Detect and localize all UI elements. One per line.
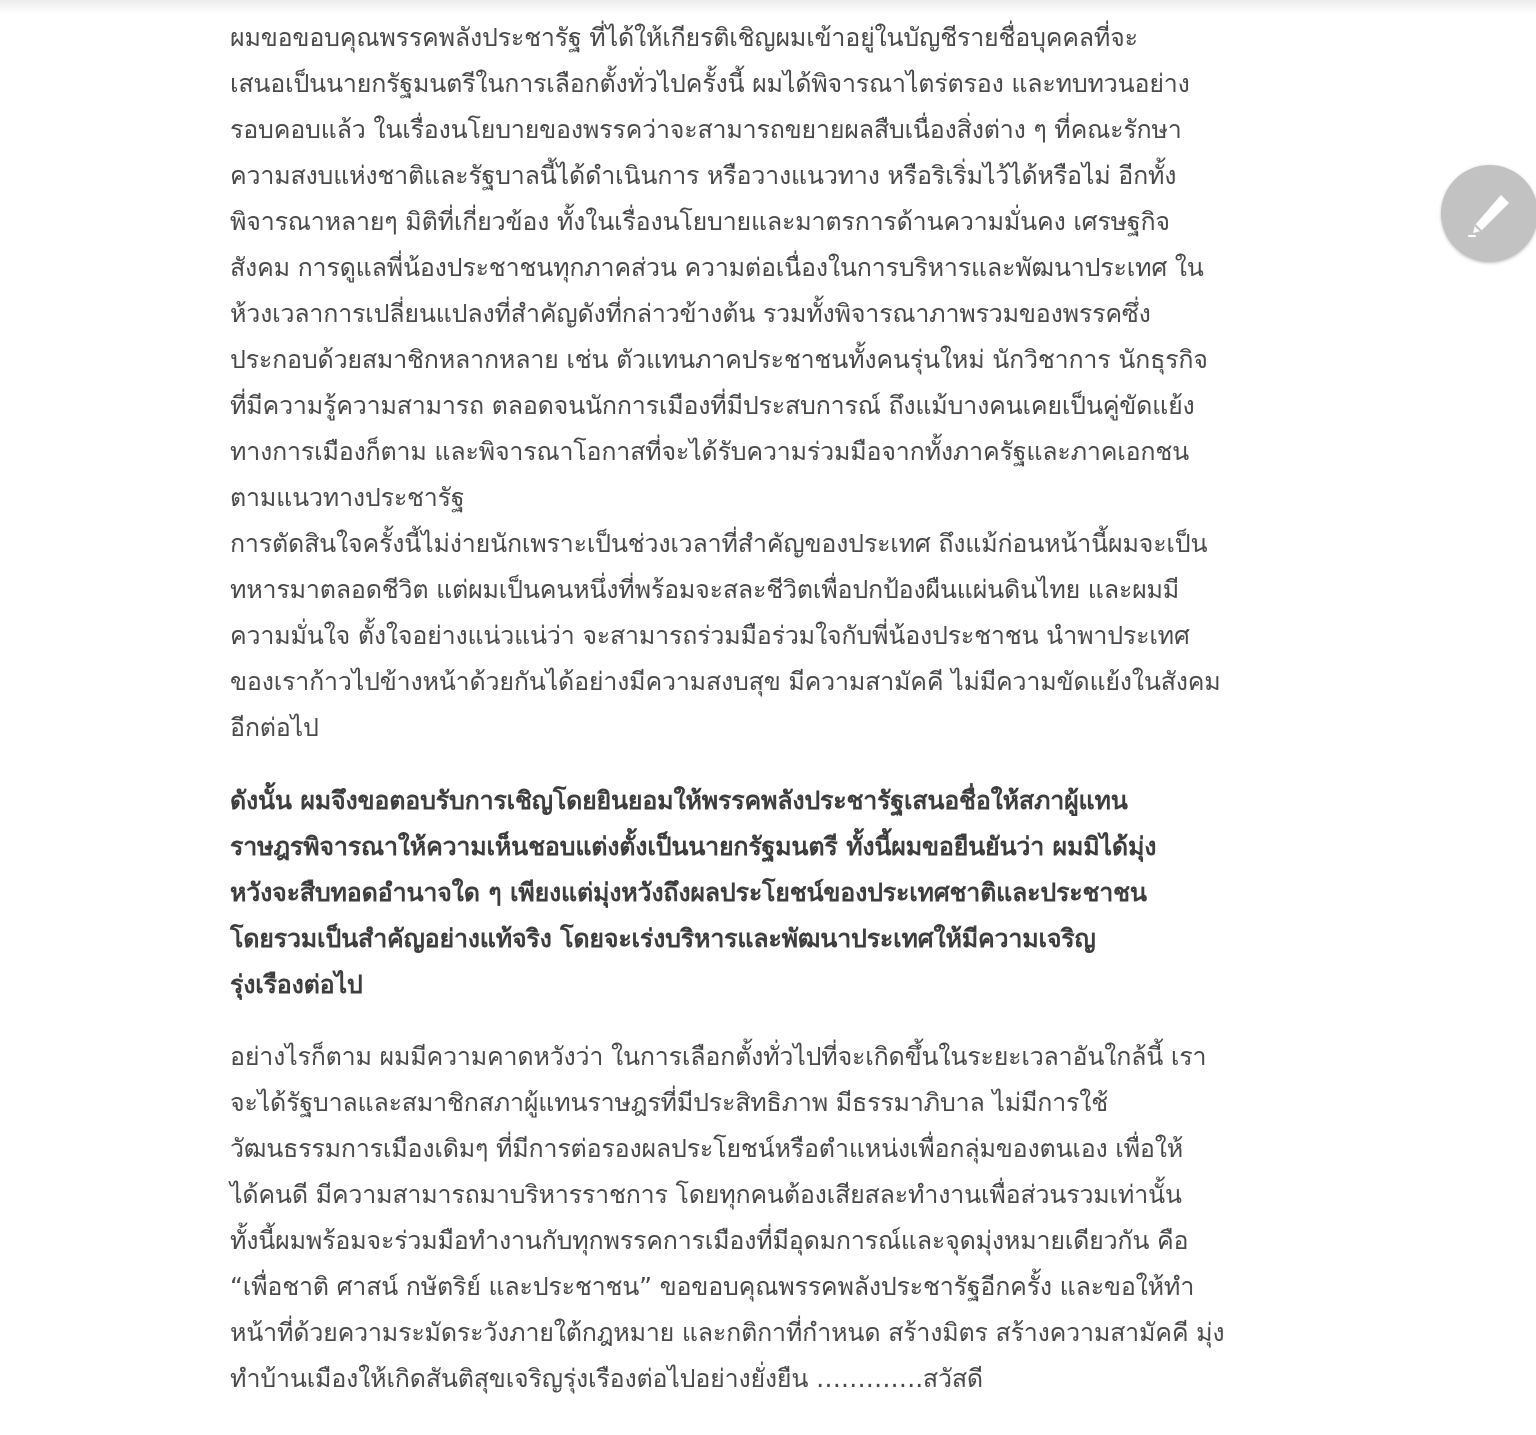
text-line: อย่างไรก็ตาม ผมมีความคาดหวังว่า ในการเลือกตั้งทั่วไปที่จะเกิดขึ้นในระยะเวลาอันใกล้นี้ เรา	[230, 1042, 1207, 1071]
text-line: อีกต่อไป	[230, 713, 319, 742]
text-line: “เพื่อชาติ ศาสน์ กษัตริย์ และประชาชน” ขอขอบคุณพรรคพลังประชารัฐอีกครั้ง และขอให้ทำ	[230, 1272, 1195, 1301]
paragraph-1	[230, 15, 1310, 521]
text-line: ดังนั้น ผมจึงขอตอบรับการเชิญโดยยินยอมให้พรรคพลังประชารัฐเสนอชื่อให้สภาผู้แทน	[230, 786, 1128, 815]
paragraph-spacer	[230, 751, 1310, 778]
text-line: ที่มีความรู้ความสามารถ ตลอดจนนักการเมืองที่มีประสบการณ์ ถึงแม้บางคนเคยเป็นคู่ขัดแย้ง	[230, 391, 1195, 420]
text-line: ห้วงเวลาการเปลี่ยนแปลงที่สำคัญดังที่กล่าวข้างต้น รวมทั้งพิจารณาภาพรวมของพรรคซึ่ง	[230, 299, 1151, 328]
text-line: ความมั่นใจ ตั้งใจอย่างแน่วแน่ว่า จะสามารถร่วมมือร่วมใจกับพี่น้องประชาชน นำพาประเทศ	[230, 621, 1190, 650]
text-line: หวังจะสืบทอดอำนาจใด ๆ เพียงแต่มุ่งหวังถึงผลประโยชน์ของประเทศชาติและประชาชน	[230, 878, 1147, 907]
text-line: หน้าที่ด้วยความระมัดระวังภายใต้กฎหมาย และกติกาที่กำหนด สร้างมิตร สร้างความสามัคคี มุ่ง	[230, 1318, 1225, 1347]
text-line: เสนอเป็นนายกรัฐมนตรีในการเลือกตั้งทั่วไปครั้งนี้ ผมได้พิจารณาไตร่ตรอง และทบทวนอย่าง	[230, 69, 1190, 98]
text-line: พิจารณาหลายๆ มิติที่เกี่ยวข้อง ทั้งในเรื่องนโยบายและมาตรการด้านความมั่นคง เศรษฐกิจ	[230, 207, 1170, 236]
text-line: ประกอบด้วยสมาชิกหลากหลาย เช่น ตัวแทนภาคประชาชนทั้งคนรุ่นใหม่ นักวิชาการ นักธุรกิจ	[230, 345, 1208, 374]
text-line: การตัดสินใจครั้งนี้ไม่ง่ายนักเพราะเป็นช่วงเวลาที่สำคัญของประเทศ ถึงแม้ก่อนหน้านี้ผมจะเป็น	[230, 529, 1208, 558]
text-line: ราษฎรพิจารณาให้ความเห็นชอบแต่งตั้งเป็นนายกรัฐมนตรี ทั้งนี้ผมขอยืนยันว่า ผมมิได้มุ่ง	[230, 832, 1157, 861]
top-shadow	[0, 0, 1536, 14]
text-line: ทหารมาตลอดชีวิต แต่ผมเป็นคนหนึ่งที่พร้อมจะสละชีวิตเพื่อปกป้องผืนแผ่นดินไทย และผมมี	[230, 575, 1180, 604]
text-line: ทางการเมืองก็ตาม และพิจารณาโอกาสที่จะได้รับความร่วมมือจากทั้งภาครัฐและภาคเอกชน	[230, 437, 1189, 466]
text-line: โดยรวมเป็นสำคัญอย่างแท้จริง โดยจะเร่งบริหารและพัฒนาประเทศให้มีความเจริญ	[230, 924, 1096, 953]
text-line: ผมขอขอบคุณพรรคพลังประชารัฐ ที่ได้ให้เกียรติเชิญผมเข้าอยู่ในบัญชีรายชื่อบุคคลที่จะ	[230, 23, 1138, 52]
text-line: รอบคอบแล้ว ในเรื่องนโยบายของพรรคว่าจะสามารถขยายผลสืบเนื่องสิ่งต่าง ๆ ที่คณะรักษา	[230, 115, 1182, 144]
text-line: วัฒนธรรมการเมืองเดิมๆ ที่มีการต่อรองผลประโยชน์หรือตำแหน่งเพื่อกลุ่มของตนเอง เพื่อให้	[230, 1134, 1184, 1163]
text-line: สังคม การดูแลพี่น้องประชาชนทุกภาคส่วน ความต่อเนื่องในการบริหารและพัฒนาประเทศ ใน	[230, 253, 1204, 282]
text-line: ทำบ้านเมืองให้เกิดสันติสุขเจริญรุ่งเรืองต่อไปอย่างยั่งยืน ………….สวัสดี	[230, 1364, 983, 1393]
text-line: จะได้รัฐบาลและสมาชิกสภาผู้แทนราษฎรที่มีประสิทธิภาพ มีธรรมาภิบาล ไม่มีการใช้	[230, 1088, 1109, 1117]
text-line: ได้คนดี มีความสามารถมาบริหารราชการ โดยทุกคนต้องเสียสละทำงานเพื่อส่วนรวมเท่านั้น	[230, 1180, 1182, 1209]
pencil-icon	[1465, 189, 1515, 239]
text-line: ของเราก้าวไปข้างหน้าด้วยกันได้อย่างมีความสงบสุข มีความสามัคคี ไม่มีความขัดแย้งในสังคม	[230, 667, 1221, 696]
paragraph-4	[230, 1034, 1310, 1402]
text-line: ทั้งนี้ผมพร้อมจะร่วมมือทำงานกับทุกพรรคการเมืองที่มีอุดมการณ์และจุดมุ่งหมายเดียวกัน คือ	[230, 1226, 1189, 1255]
edit-button[interactable]	[1441, 165, 1536, 262]
text-line: ตามแนวทางประชารัฐ	[230, 483, 465, 512]
paragraph-3-bold	[230, 778, 1310, 1008]
paragraph-2	[230, 521, 1310, 751]
text-line: รุ่งเรืองต่อไป	[230, 970, 363, 999]
article-body	[230, 15, 1310, 1402]
paragraph-spacer	[230, 1008, 1310, 1034]
text-line: ความสงบแห่งชาติและรัฐบาลนี้ได้ดำเนินการ หรือวางแนวทาง หรือริเริ่มไว้ได้หรือไม่ อีกทั้ง	[230, 161, 1177, 190]
